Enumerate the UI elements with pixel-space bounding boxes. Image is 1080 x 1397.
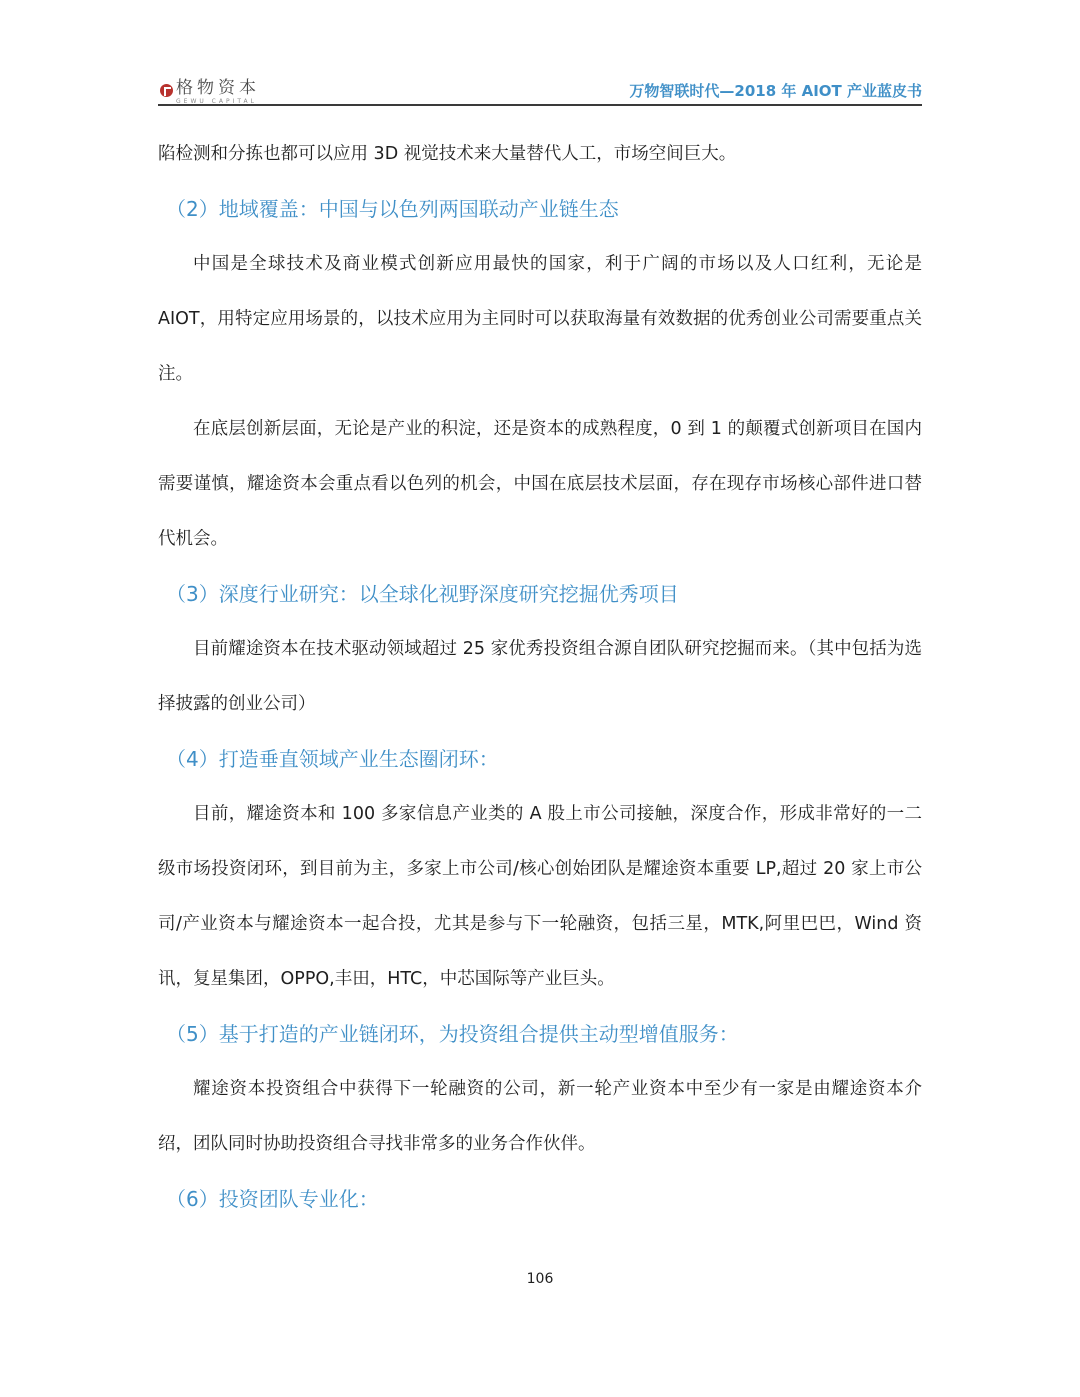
page-header [158,74,922,106]
paragraph: 耀途资本投资组合中获得下一轮融资的公司，新一轮产业资本中至少有一家是由耀途资本介绍，团队同时协助投资组合寻找非常多的业务合作伙伴。 [158,1079,922,1154]
paragraph: 目前耀途资本在技术驱动领域超过 25 家优秀投资组合源自团队研究挖掘而来。（其中包括为选择披露的创业公司） [158,639,922,714]
paragraph: 中国是全球技术及商业模式创新应用最快的国家，利于广阔的市场以及人口红利，无论是 AIOT，用特定应用场景的，以技术应用为主同时可以获取海量有效数据的优秀创业公司需要重点关注。 [158,254,922,384]
section-heading-5: （5）基于打造的产业链闭环，为投资组合提供主动型增值服务： [166,1022,739,1046]
document-title: 万物智联时代—2018 年 AIOT 产业蓝皮书 [629,82,922,100]
paragraph: 在底层创新层面，无论是产业的积淀，还是资本的成熟程度，0 到 1 的颠覆式创新项目在国内需要谨慎，耀途资本会重点看以色列的机会，中国在底层技术层面，存在现存市场核心部件进口替代机会。 [158,419,922,549]
section-heading-3: （3）深度行业研究：以全球化视野深度研究挖掘优秀项目 [166,582,679,606]
logo-seal-icon [160,84,173,97]
section-heading-2: （2）地域覆盖：中国与以色列两国联动产业链生态 [166,197,619,221]
section-heading-4: （4）打造垂直领域产业生态圈闭环： [166,747,499,771]
logo-english-name: GEWU CAPITAL [176,98,257,105]
page-content [158,127,922,1227]
paragraph-continued: 陷检测和分拣也都可以应用 3D 视觉技术来大量替代人工，市场空间巨大。 [158,144,737,164]
logo-chinese-name: 格物资本 [176,78,260,98]
paragraph: 目前，耀途资本和 100 多家信息产业类的 A 股上市公司接触，深度合作，形成非常好的一二级市场投资闭环，到目前为主，多家上市公司/核心创始团队是耀途资本重要 LP,超过 20 家上市公司/产业资本与耀途资本一起合投，尤其是参与下一轮融资，包括三星，MTK,阿里巴巴，Wind 资讯，复星集团，OPPO,丰田，HTC，中芯国际等产业巨头。 [158,804,922,989]
section-heading-6: （6）投资团队专业化： [166,1187,379,1211]
page-number: 106 [526,1271,554,1287]
company-logo [160,76,260,104]
